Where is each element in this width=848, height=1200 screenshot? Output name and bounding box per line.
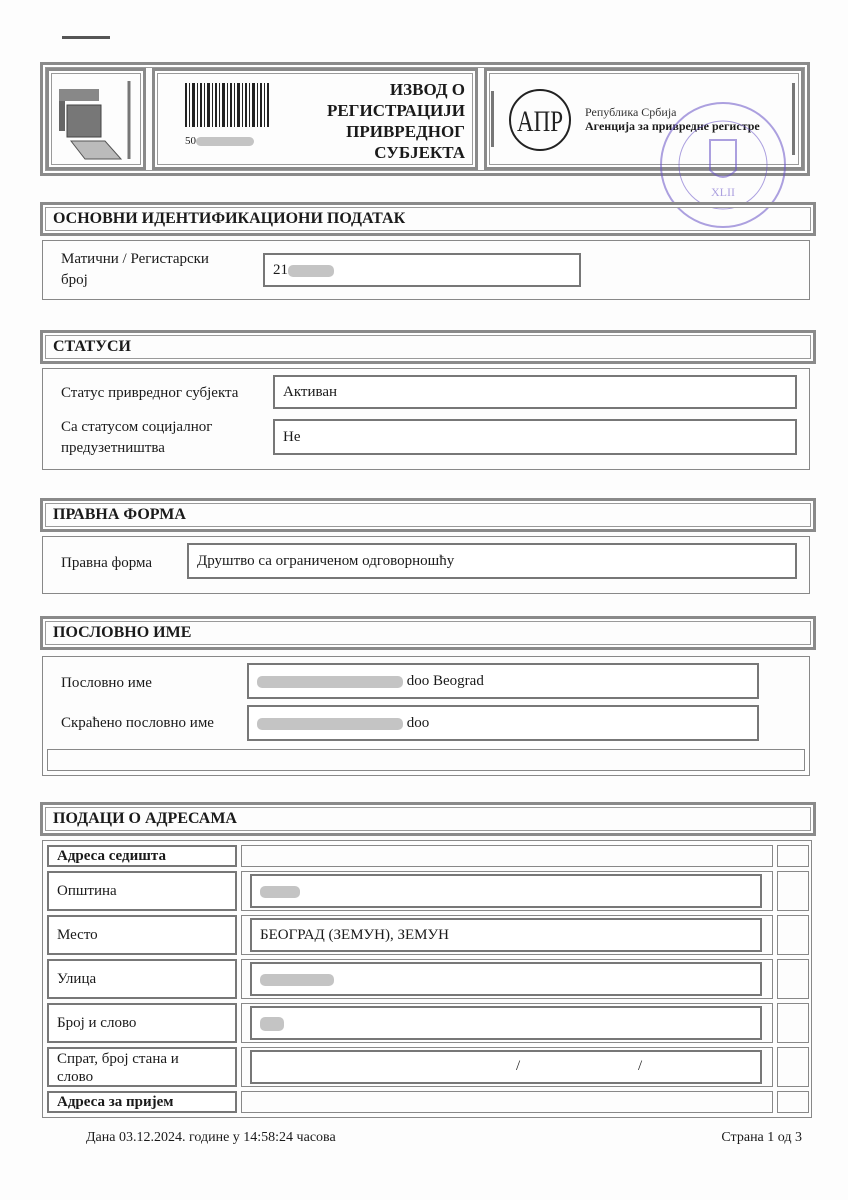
document-title: ИЗВОД О РЕГИСТРАЦИЈИ ПРИВРЕДНОГ СУБЈЕКТА (326, 80, 465, 162)
section-addresses-header (40, 802, 816, 836)
seat-header-side (777, 845, 809, 867)
business-name-label: Пословно име (61, 675, 152, 691)
receipt-header-side (777, 1091, 809, 1113)
business-name-field: doo Beograd (247, 663, 759, 699)
title-cell (152, 68, 478, 170)
street-side (777, 959, 809, 999)
section-legal-form-body (42, 536, 810, 594)
section-statuses-header (40, 330, 816, 364)
book-logo-cell (46, 68, 146, 170)
section-statuses-body (42, 368, 810, 470)
number-field (250, 1006, 762, 1040)
top-mark (62, 36, 110, 39)
entity-status-label: Статус привредног субјекта (61, 385, 239, 401)
registration-number-field: 21 (263, 253, 581, 287)
street-field-outer (241, 959, 773, 999)
entity-status-field: Активан (273, 375, 797, 409)
social-enterprise-field: Не (273, 419, 797, 455)
apr-logo-icon (507, 87, 573, 153)
svg-text:АПР: АПР (517, 105, 563, 138)
barcode-icon (185, 83, 275, 127)
legal-form-label: Правна форма (61, 555, 153, 571)
receipt-header-filler (241, 1091, 773, 1113)
section-business-name-header (40, 616, 816, 650)
section-basic-id-body (42, 240, 810, 300)
number-field-outer (241, 1003, 773, 1043)
place-side (777, 915, 809, 955)
short-business-name-field: doo (247, 705, 759, 741)
social-enterprise-label: Са статусом социјалног предузетништва (61, 419, 213, 456)
empty-row (47, 749, 805, 771)
seat-header-filler (241, 845, 773, 867)
agency-name: Агенција за привредне регистре (585, 119, 760, 133)
barcode-number: 50 (185, 135, 254, 147)
number-label-cell: Број и слово (47, 1003, 237, 1043)
agency-country: Република Србија (585, 105, 677, 119)
floor-field: / / (250, 1050, 762, 1084)
place-label-cell: Место (47, 915, 237, 955)
number-side (777, 1003, 809, 1043)
section-title: ПРАВНА ФОРМА (53, 506, 186, 523)
section-title: ПОДАЦИ О АДРЕСАМА (53, 810, 237, 827)
section-business-name-body (42, 656, 810, 776)
legal-form-field: Друштво са ограниченом одговорношћу (187, 543, 797, 579)
street-field (250, 962, 762, 996)
section-basic-id-header (40, 202, 816, 236)
seat-address-header: Адреса седишта (47, 845, 237, 867)
section-title: ОСНОВНИ ИДЕНТИФИКАЦИОНИ ПОДАТАК (53, 210, 406, 227)
receipt-address-header: Адреса за пријем (47, 1091, 237, 1113)
municipality-label-cell: Општина (47, 871, 237, 911)
page-number-text: Страна 1 од 3 (721, 1130, 802, 1145)
registration-number-label: Матични / Регистарски број (61, 251, 209, 288)
section-addresses-body (42, 840, 812, 1118)
place-field: БЕОГРАД (ЗЕМУН), ЗЕМУН (250, 918, 762, 952)
floor-side (777, 1047, 809, 1087)
book-computer-icon (49, 71, 143, 167)
issue-date-text: Дана 03.12.2024. године у 14:58:24 часова (86, 1130, 336, 1145)
section-title: СТАТУСИ (53, 338, 131, 355)
svg-text:XLII: XLII (711, 185, 735, 199)
municipality-field-outer (241, 871, 773, 911)
floor-label-cell: Спрат, број стана и слово (47, 1047, 237, 1087)
street-label-cell: Улица (47, 959, 237, 999)
floor-field-outer (241, 1047, 773, 1087)
short-business-name-label: Скраћено пословно име (61, 715, 214, 731)
place-field-outer (241, 915, 773, 955)
section-legal-form-header (40, 498, 816, 532)
municipality-side (777, 871, 809, 911)
municipality-field (250, 874, 762, 908)
section-title: ПОСЛОВНО ИМЕ (53, 624, 192, 641)
